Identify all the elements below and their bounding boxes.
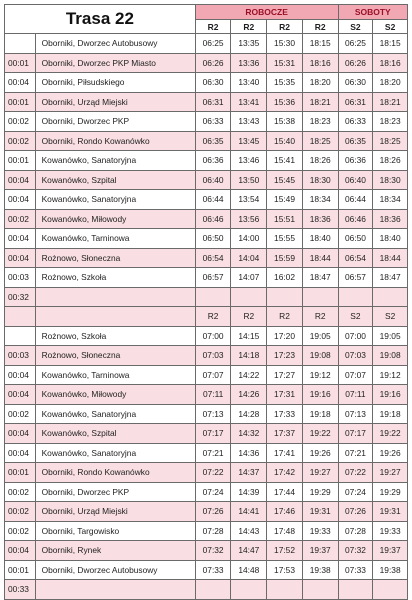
- travel-time-cell: 00:02: [5, 521, 36, 541]
- saturday-group-header: SOBOTY: [338, 5, 407, 20]
- travel-time-cell: 00:04: [5, 248, 36, 268]
- travel-time-cell: 00:02: [5, 112, 36, 132]
- departure-time-cell: 14:22: [231, 365, 267, 385]
- departure-time-cell: 15:31: [267, 53, 303, 73]
- stop-name-cell: Oborniki, Dworzec PKP: [35, 112, 195, 132]
- departure-time-cell: 06:50: [338, 229, 373, 249]
- weekday-group-header: ROBOCZE: [195, 5, 338, 20]
- departure-time-cell: 13:56: [231, 209, 267, 229]
- departure-time-cell: 17:33: [267, 404, 303, 424]
- departure-time-cell: 06:36: [195, 151, 231, 171]
- stop-row: [5, 209, 408, 229]
- departure-time-cell: 07:33: [195, 560, 231, 580]
- departure-time-cell: 07:17: [338, 424, 373, 444]
- departure-time-cell: 19:18: [373, 404, 408, 424]
- travel-time-cell: 00:04: [5, 385, 36, 405]
- departure-time-cell: 17:37: [267, 424, 303, 444]
- departure-time-cell: 19:31: [373, 502, 408, 522]
- stop-row: [5, 404, 408, 424]
- departure-time-cell: 18:16: [302, 53, 338, 73]
- stop-row: [5, 92, 408, 112]
- departure-time-cell: 15:36: [267, 92, 303, 112]
- departure-time-cell: 06:25: [195, 34, 231, 54]
- column-header: R2: [302, 307, 338, 327]
- departure-time-cell: 18:40: [373, 229, 408, 249]
- departure-time-cell: 19:29: [373, 482, 408, 502]
- travel-time-cell: 00:01: [5, 151, 36, 171]
- stop-row: [5, 190, 408, 210]
- travel-time-cell: 00:02: [5, 209, 36, 229]
- stop-row: [5, 53, 408, 73]
- stop-name-cell: Rożnowo, Słoneczna: [35, 346, 195, 366]
- column-header: S2: [373, 307, 408, 327]
- departure-time-cell: 14:48: [231, 560, 267, 580]
- departure-time-cell: 17:48: [267, 521, 303, 541]
- departure-time-cell: 07:07: [338, 365, 373, 385]
- column-header: R2: [231, 20, 267, 34]
- departure-time-cell: 18:34: [302, 190, 338, 210]
- departure-time-cell: 07:28: [195, 521, 231, 541]
- travel-time-cell: 00:04: [5, 541, 36, 561]
- departure-time-cell: 19:12: [373, 365, 408, 385]
- departure-time-cell: 13:50: [231, 170, 267, 190]
- departure-time-cell: 13:45: [231, 131, 267, 151]
- departure-time-cell: 06:31: [338, 92, 373, 112]
- travel-time-cell: 00:04: [5, 443, 36, 463]
- departure-time-cell: 18:26: [302, 151, 338, 171]
- departure-time-cell: 14:41: [231, 502, 267, 522]
- departure-time-cell: 18:21: [373, 92, 408, 112]
- departure-time-cell: 14:07: [231, 268, 267, 288]
- departure-time-cell: 13:35: [231, 34, 267, 54]
- stop-row: [5, 346, 408, 366]
- stop-row: [5, 580, 408, 600]
- travel-time-cell: 00:04: [5, 229, 36, 249]
- departure-time-cell: [231, 580, 267, 600]
- stop-name-cell: Oborniki, Dworzec Autobusowy: [35, 34, 195, 54]
- stop-name-cell: Oborniki, Rondo Kowanówko: [35, 463, 195, 483]
- departure-time-cell: 06:54: [195, 248, 231, 268]
- departure-time-cell: 14:47: [231, 541, 267, 561]
- departure-time-cell: 17:42: [267, 463, 303, 483]
- departure-time-cell: [302, 580, 338, 600]
- stop-name-cell: Kowanówko, Sanatoryjna: [35, 151, 195, 171]
- departure-time-cell: 07:11: [195, 385, 231, 405]
- departure-time-cell: 14:04: [231, 248, 267, 268]
- stop-row: [5, 502, 408, 522]
- departure-time-cell: 18:20: [373, 73, 408, 93]
- stop-row: [5, 424, 408, 444]
- stop-name-cell: Oborniki, Piłsudskiego: [35, 73, 195, 93]
- departure-time-cell: 07:00: [338, 326, 373, 346]
- departure-time-cell: 19:05: [373, 326, 408, 346]
- travel-time-cell: 00:02: [5, 482, 36, 502]
- stop-name-cell: Oborniki, Urząd Miejski: [35, 92, 195, 112]
- travel-time-cell: 00:01: [5, 53, 36, 73]
- departure-time-cell: 06:33: [195, 112, 231, 132]
- column-header: R2: [267, 307, 303, 327]
- travel-time-cell: 00:03: [5, 346, 36, 366]
- column-header: S2: [338, 307, 373, 327]
- departure-time-cell: 06:30: [195, 73, 231, 93]
- stop-row: [5, 385, 408, 405]
- stop-row: [5, 443, 408, 463]
- travel-time-cell: 00:04: [5, 424, 36, 444]
- departure-time-cell: 15:45: [267, 170, 303, 190]
- stop-name-cell: Kowanówko, Tarninowa: [35, 229, 195, 249]
- stop-name-cell: Kowanówko, Tarninowa: [35, 365, 195, 385]
- departure-time-cell: 18:36: [373, 209, 408, 229]
- departure-time-cell: [231, 287, 267, 307]
- departure-time-cell: 19:26: [302, 443, 338, 463]
- stop-row: [5, 229, 408, 249]
- stop-row: [5, 482, 408, 502]
- departure-time-cell: 18:40: [302, 229, 338, 249]
- departure-time-cell: 13:41: [231, 92, 267, 112]
- departure-time-cell: 07:07: [195, 365, 231, 385]
- departure-time-cell: 06:44: [195, 190, 231, 210]
- departure-time-cell: 17:31: [267, 385, 303, 405]
- page-title: Trasa 22: [5, 5, 196, 34]
- travel-time-cell: 00:33: [5, 580, 36, 600]
- departure-time-cell: 18:44: [373, 248, 408, 268]
- departure-time-cell: 19:16: [302, 385, 338, 405]
- column-header: R2: [231, 307, 267, 327]
- departure-time-cell: 15:51: [267, 209, 303, 229]
- column-header: R2: [195, 20, 231, 34]
- stop-row: [5, 268, 408, 288]
- departure-time-cell: 19:37: [373, 541, 408, 561]
- stop-name-cell: Kowanówko, Sanatoryjna: [35, 404, 195, 424]
- departure-time-cell: 07:00: [195, 326, 231, 346]
- departure-time-cell: 07:26: [195, 502, 231, 522]
- stop-name-cell: [35, 580, 195, 600]
- departure-time-cell: 19:38: [302, 560, 338, 580]
- travel-time-cell: 00:01: [5, 560, 36, 580]
- departure-time-cell: 19:08: [373, 346, 408, 366]
- departure-time-cell: 07:21: [195, 443, 231, 463]
- departure-time-cell: 19:29: [302, 482, 338, 502]
- departure-time-cell: 14:18: [231, 346, 267, 366]
- departure-time-cell: 19:27: [302, 463, 338, 483]
- departure-time-cell: [373, 580, 408, 600]
- departure-time-cell: 07:24: [338, 482, 373, 502]
- column-header: R2: [302, 20, 338, 34]
- stop-name-cell: [35, 287, 195, 307]
- departure-time-cell: 06:54: [338, 248, 373, 268]
- departure-time-cell: 17:46: [267, 502, 303, 522]
- departure-time-cell: 14:00: [231, 229, 267, 249]
- departure-time-cell: 17:52: [267, 541, 303, 561]
- stop-name-cell: Oborniki, Rynek: [35, 541, 195, 561]
- stop-row: [5, 131, 408, 151]
- stop-row: [5, 463, 408, 483]
- departure-time-cell: [195, 580, 231, 600]
- departure-time-cell: 06:26: [195, 53, 231, 73]
- stop-row: [5, 287, 408, 307]
- departure-time-cell: 18:15: [302, 34, 338, 54]
- stop-row: [5, 73, 408, 93]
- departure-time-cell: 07:21: [338, 443, 373, 463]
- departure-time-cell: 06:35: [195, 131, 231, 151]
- departure-time-cell: 06:31: [195, 92, 231, 112]
- travel-time-cell: 00:02: [5, 404, 36, 424]
- travel-time-cell: [5, 34, 36, 54]
- stop-row: [5, 112, 408, 132]
- section-header-row: [5, 307, 408, 327]
- departure-time-cell: 19:27: [373, 463, 408, 483]
- departure-time-cell: 07:22: [195, 463, 231, 483]
- blank-cell: [35, 307, 195, 327]
- departure-time-cell: 07:32: [338, 541, 373, 561]
- departure-time-cell: 18:16: [373, 53, 408, 73]
- departure-time-cell: 17:53: [267, 560, 303, 580]
- column-header: S2: [373, 20, 408, 34]
- departure-time-cell: 19:37: [302, 541, 338, 561]
- stop-row: [5, 170, 408, 190]
- stop-name-cell: Oborniki, Dworzec Autobusowy: [35, 560, 195, 580]
- stop-name-cell: Kowanówko, Szpital: [35, 424, 195, 444]
- travel-time-cell: 00:02: [5, 131, 36, 151]
- stop-name-cell: Oborniki, Targowisko: [35, 521, 195, 541]
- departure-time-cell: 19:22: [373, 424, 408, 444]
- departure-time-cell: 14:37: [231, 463, 267, 483]
- departure-time-cell: 07:03: [195, 346, 231, 366]
- departure-time-cell: 06:36: [338, 151, 373, 171]
- departure-time-cell: 15:59: [267, 248, 303, 268]
- stop-name-cell: Oborniki, Dworzec PKP: [35, 482, 195, 502]
- stop-name-cell: Kowanówko, Sanatoryjna: [35, 443, 195, 463]
- departure-time-cell: 14:26: [231, 385, 267, 405]
- departure-time-cell: 07:17: [195, 424, 231, 444]
- departure-time-cell: 14:32: [231, 424, 267, 444]
- departure-time-cell: 18:25: [302, 131, 338, 151]
- departure-time-cell: 18:30: [302, 170, 338, 190]
- departure-time-cell: [267, 287, 303, 307]
- timetable: [4, 4, 408, 600]
- stop-row: [5, 521, 408, 541]
- timetable-sheet: [4, 4, 408, 600]
- departure-time-cell: 06:26: [338, 53, 373, 73]
- departure-time-cell: 18:20: [302, 73, 338, 93]
- departure-time-cell: 18:15: [373, 34, 408, 54]
- departure-time-cell: 06:30: [338, 73, 373, 93]
- stop-row: [5, 326, 408, 346]
- travel-time-cell: 00:32: [5, 287, 36, 307]
- departure-time-cell: 14:39: [231, 482, 267, 502]
- departure-time-cell: 15:55: [267, 229, 303, 249]
- departure-time-cell: 14:15: [231, 326, 267, 346]
- departure-time-cell: 06:44: [338, 190, 373, 210]
- departure-time-cell: 07:03: [338, 346, 373, 366]
- travel-time-cell: 00:04: [5, 190, 36, 210]
- stop-row: [5, 34, 408, 54]
- departure-time-cell: 13:40: [231, 73, 267, 93]
- departure-time-cell: 19:31: [302, 502, 338, 522]
- travel-time-cell: 00:01: [5, 463, 36, 483]
- departure-time-cell: 18:36: [302, 209, 338, 229]
- stop-row: [5, 365, 408, 385]
- stop-row: [5, 541, 408, 561]
- departure-time-cell: 14:43: [231, 521, 267, 541]
- departure-time-cell: 19:18: [302, 404, 338, 424]
- travel-time-cell: 00:01: [5, 92, 36, 112]
- departure-time-cell: 07:24: [195, 482, 231, 502]
- departure-time-cell: 06:35: [338, 131, 373, 151]
- departure-time-cell: 06:57: [195, 268, 231, 288]
- blank-cell: [5, 307, 36, 327]
- departure-time-cell: 06:57: [338, 268, 373, 288]
- stop-name-cell: Oborniki, Rondo Kowanówko: [35, 131, 195, 151]
- departure-time-cell: 14:36: [231, 443, 267, 463]
- departure-time-cell: 07:28: [338, 521, 373, 541]
- column-header: R2: [195, 307, 231, 327]
- departure-time-cell: 07:26: [338, 502, 373, 522]
- departure-time-cell: 17:27: [267, 365, 303, 385]
- departure-time-cell: 07:22: [338, 463, 373, 483]
- departure-time-cell: 06:40: [338, 170, 373, 190]
- column-header: R2: [267, 20, 303, 34]
- departure-time-cell: 06:50: [195, 229, 231, 249]
- departure-time-cell: [267, 580, 303, 600]
- departure-time-cell: 19:08: [302, 346, 338, 366]
- departure-time-cell: 07:13: [195, 404, 231, 424]
- departure-time-cell: 15:41: [267, 151, 303, 171]
- departure-time-cell: 13:43: [231, 112, 267, 132]
- departure-time-cell: 13:36: [231, 53, 267, 73]
- departure-time-cell: [195, 287, 231, 307]
- departure-time-cell: 07:13: [338, 404, 373, 424]
- departure-time-cell: 15:35: [267, 73, 303, 93]
- departure-time-cell: 19:33: [373, 521, 408, 541]
- departure-time-cell: 19:38: [373, 560, 408, 580]
- departure-time-cell: 07:33: [338, 560, 373, 580]
- departure-time-cell: 19:05: [302, 326, 338, 346]
- departure-time-cell: 18:25: [373, 131, 408, 151]
- departure-time-cell: 15:40: [267, 131, 303, 151]
- departure-time-cell: 17:44: [267, 482, 303, 502]
- stop-name-cell: Oborniki, Dworzec PKP Miasto: [35, 53, 195, 73]
- departure-time-cell: 15:30: [267, 34, 303, 54]
- stop-name-cell: Rożnowo, Słoneczna: [35, 248, 195, 268]
- departure-time-cell: 06:46: [338, 209, 373, 229]
- departure-time-cell: [338, 287, 373, 307]
- stop-name-cell: Kowanówko, Miłowody: [35, 385, 195, 405]
- departure-time-cell: 13:46: [231, 151, 267, 171]
- stop-name-cell: Kowanówko, Sanatoryjna: [35, 190, 195, 210]
- departure-time-cell: 19:16: [373, 385, 408, 405]
- departure-time-cell: 18:47: [373, 268, 408, 288]
- departure-time-cell: [302, 287, 338, 307]
- stop-name-cell: Kowanówko, Szpital: [35, 170, 195, 190]
- departure-time-cell: 17:20: [267, 326, 303, 346]
- column-header: S2: [338, 20, 373, 34]
- travel-time-cell: 00:04: [5, 365, 36, 385]
- departure-time-cell: 19:12: [302, 365, 338, 385]
- departure-time-cell: [338, 580, 373, 600]
- stop-name-cell: Rożnowo, Szkoła: [35, 268, 195, 288]
- departure-time-cell: 19:33: [302, 521, 338, 541]
- departure-time-cell: 14:28: [231, 404, 267, 424]
- departure-time-cell: 18:23: [302, 112, 338, 132]
- stop-name-cell: Kowanówko, Miłowody: [35, 209, 195, 229]
- departure-time-cell: 13:54: [231, 190, 267, 210]
- stop-name-cell: Oborniki, Urząd Miejski: [35, 502, 195, 522]
- departure-time-cell: [373, 287, 408, 307]
- departure-time-cell: 06:40: [195, 170, 231, 190]
- stop-row: [5, 151, 408, 171]
- departure-time-cell: 17:41: [267, 443, 303, 463]
- travel-time-cell: 00:04: [5, 170, 36, 190]
- travel-time-cell: 00:03: [5, 268, 36, 288]
- departure-time-cell: 17:23: [267, 346, 303, 366]
- departure-time-cell: 18:21: [302, 92, 338, 112]
- departure-time-cell: 18:26: [373, 151, 408, 171]
- departure-time-cell: 15:38: [267, 112, 303, 132]
- travel-time-cell: 00:04: [5, 73, 36, 93]
- departure-time-cell: 18:30: [373, 170, 408, 190]
- travel-time-cell: [5, 326, 36, 346]
- departure-time-cell: 07:11: [338, 385, 373, 405]
- departure-time-cell: 18:34: [373, 190, 408, 210]
- stop-row: [5, 248, 408, 268]
- departure-time-cell: 19:26: [373, 443, 408, 463]
- stop-name-cell: Rożnowo, Szkoła: [35, 326, 195, 346]
- departure-time-cell: 06:46: [195, 209, 231, 229]
- departure-time-cell: 19:22: [302, 424, 338, 444]
- departure-time-cell: 18:23: [373, 112, 408, 132]
- departure-time-cell: 07:32: [195, 541, 231, 561]
- departure-time-cell: 18:44: [302, 248, 338, 268]
- departure-time-cell: 06:33: [338, 112, 373, 132]
- departure-time-cell: 16:02: [267, 268, 303, 288]
- stop-row: [5, 560, 408, 580]
- departure-time-cell: 18:47: [302, 268, 338, 288]
- travel-time-cell: 00:02: [5, 502, 36, 522]
- departure-time-cell: 06:25: [338, 34, 373, 54]
- departure-time-cell: 15:49: [267, 190, 303, 210]
